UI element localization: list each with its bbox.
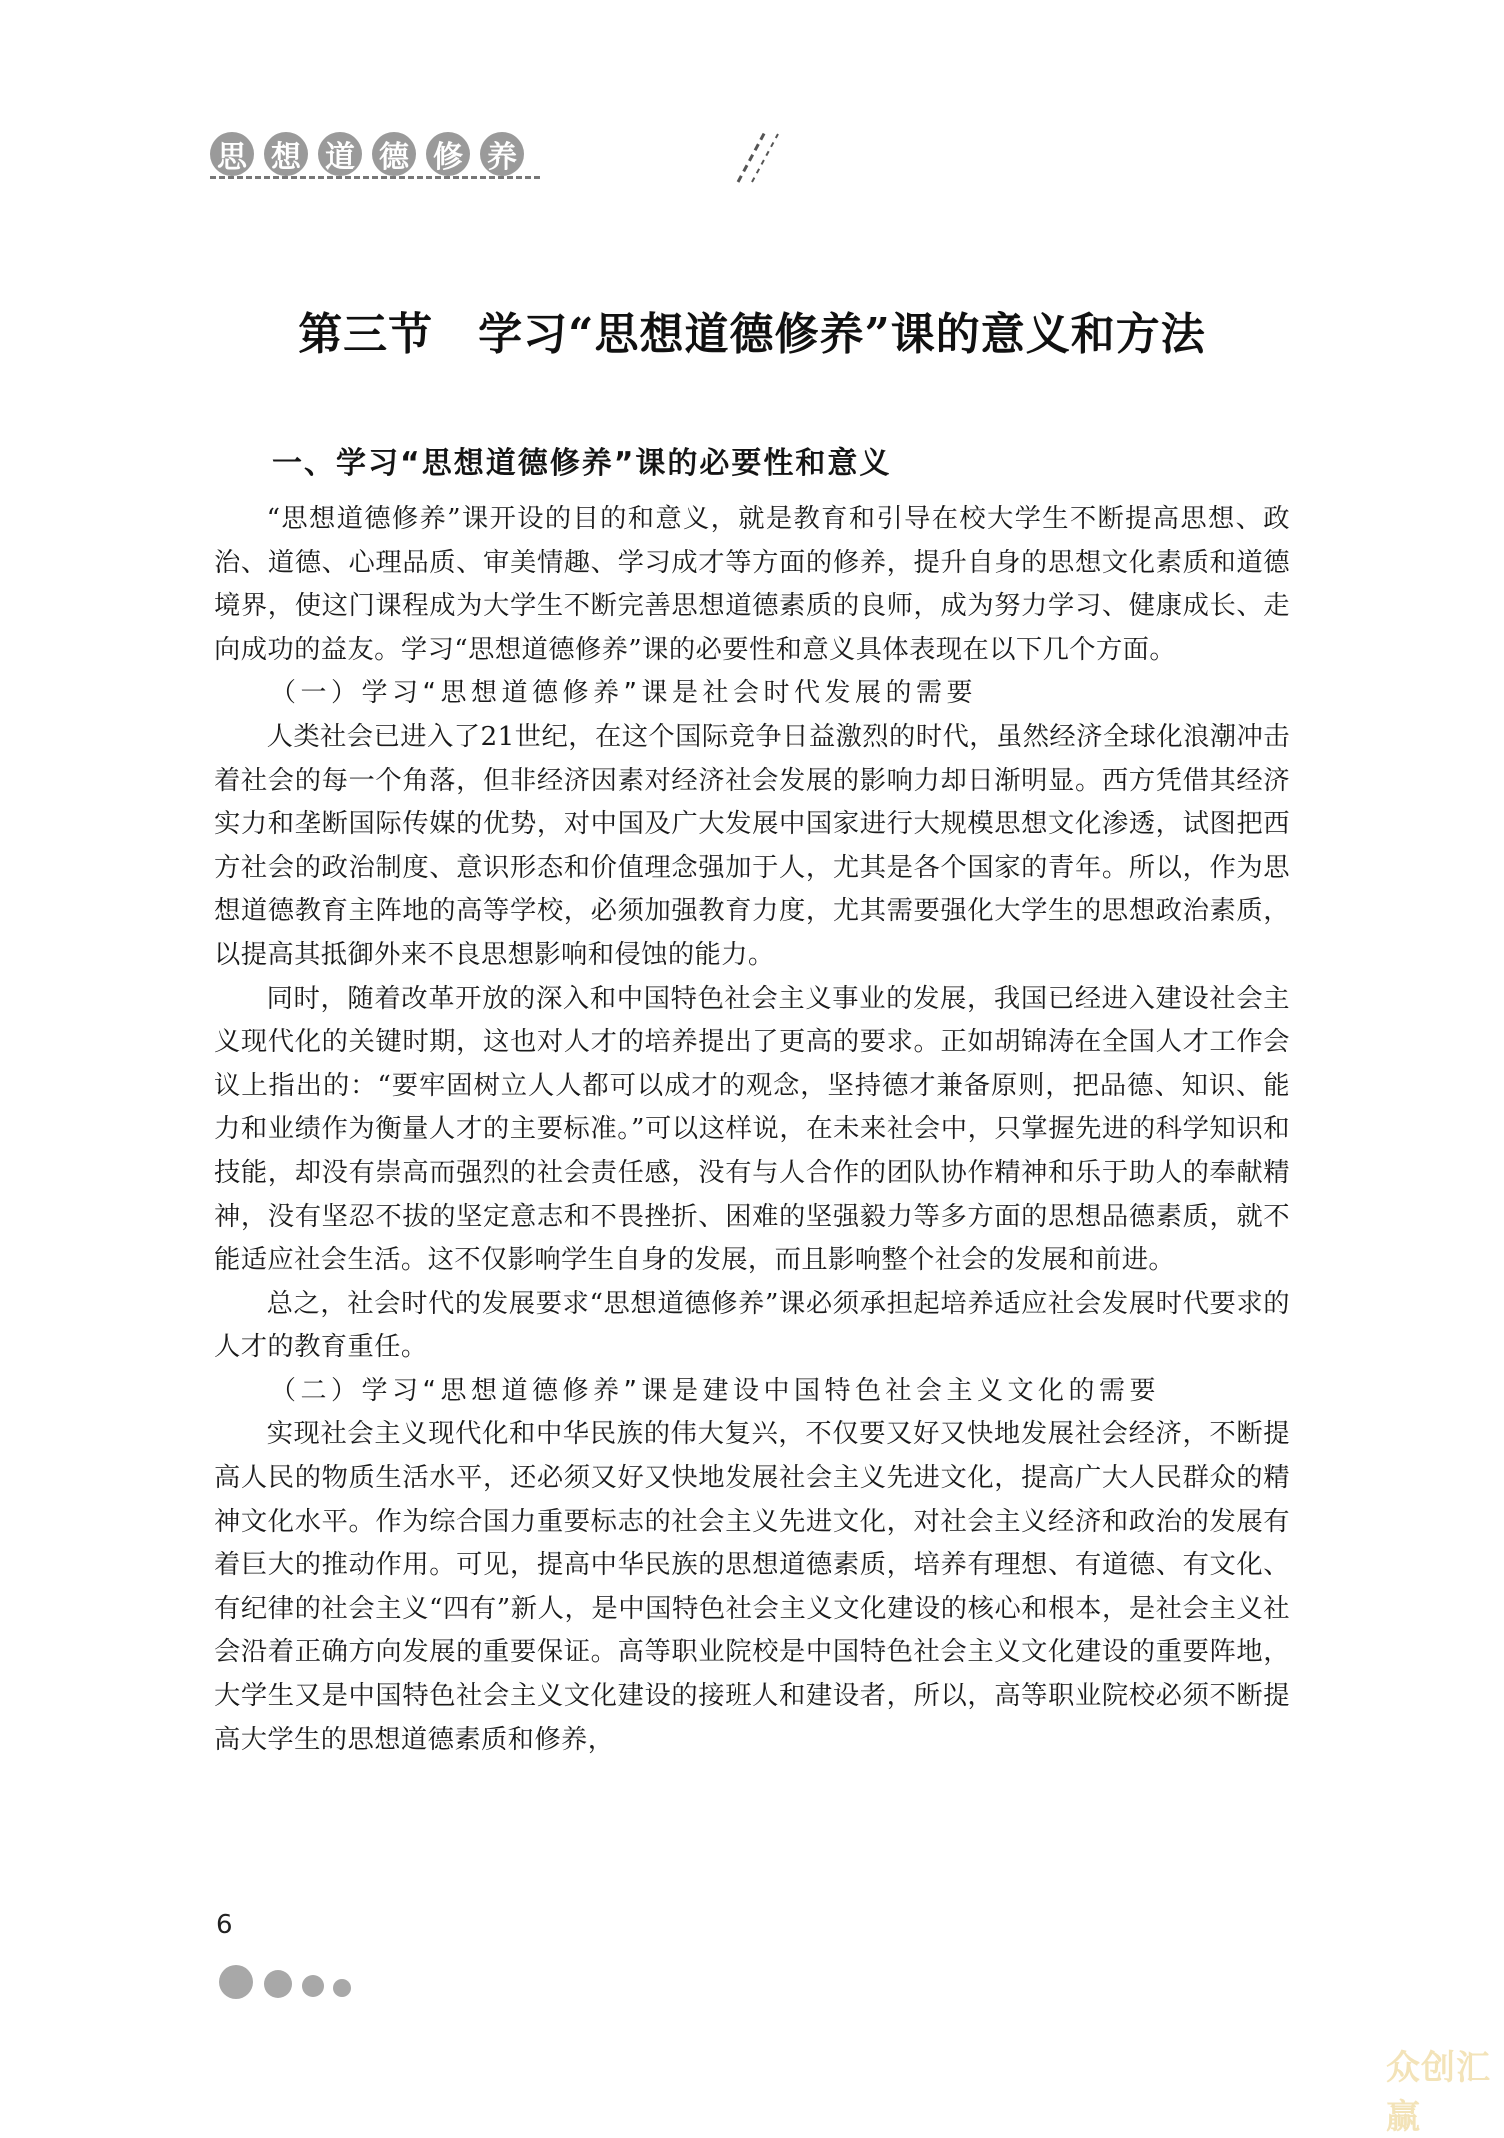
paragraph: “思想道德修养”课开设的目的和意义，就是教育和引导在校大学生不断提高思想、政治、道德、心理品质、审美情趣、学习成才等方面的修养，提升自身的思想文化素质和道德境界，使这门课程成为大学生不断完善思想道德素质的良师，成为努力学习、健康成长、走向成功的益友。学习“思想道德修养”课的必要性和意义具体表现在以下几个方面。 (214, 504, 1290, 665)
watermark-logo: 众创汇赢 (1386, 2048, 1491, 2137)
header-title-chars (210, 132, 524, 176)
header-char: 德 (372, 132, 416, 176)
running-header (210, 124, 524, 184)
header-char: 想 (264, 132, 308, 176)
paragraph: 实现社会主义现代化和中华民族的伟大复兴，不仅要又好又快地发展社会经济，不断提高人民的物质生活水平，还必须又好又快地发展社会主义先进文化，提高广大人民群众的精神文化水平。作为综合国力重要标志的社会主义先进文化，对社会主义经济和政治的发展有着巨大的推动作用。可见，提高中华民族的思想道德素质，培养有理想、有道德、有文化、有纪律的社会主义“四有”新人，是中国特色社会主义文化建设的核心和根本，是社会主义社会沿着正确方向发展的重要保证。高等职业院校是中国特色社会主义文化建设的重要阵地，大学生又是中国特色社会主义文化建设的接班人和建设者，所以，高等职业院校必须不断提高大学生的思想道德素质和修养， (214, 1419, 1290, 1755)
header-char: 修 (426, 132, 470, 176)
paragraph: 同时，随着改革开放的深入和中国特色社会主义事业的发展，我国已经进入建设社会主义现代化的关键时期，这也对人才的培养提出了更高的要求。正如胡锦涛在全国人才工作会议上指出的：“要牢固树立人人都可以成才的观念，坚持德才兼备原则，把品德、知识、能力和业绩作为衡量人才的主要标准。”可以这样说，在未来社会中，只掌握先进的科学知识和技能，却没有崇高而强烈的社会责任感，没有与人合作的团队协作精神和乐于助人的奉献精神，没有坚忍不拔的坚定意志和不畏挫折、困难的坚强毅力等多方面的思想品德素质，就不能适应社会生活。这不仅影响学生自身的发展，而且影响整个社会的发展和前进。 (214, 983, 1290, 1276)
header-char: 道 (318, 132, 362, 176)
section-title: 第三节 学习“思想道德修养”课的意义和方法 (298, 309, 1206, 360)
header-dashed-rule (210, 176, 540, 179)
body-text (214, 498, 1290, 1762)
footer-dots-decoration (214, 1952, 364, 2012)
subsection-title: 一、学习“思想道德修养”课的必要性和意义 (272, 446, 892, 481)
header-char: 思 (210, 132, 254, 176)
header-slash-decoration (730, 126, 780, 186)
paragraph: 人类社会已进入了21世纪，在这个国际竞争日益激烈的时代，虽然经济全球化浪潮冲击着社会的每一个角落，但非经济因素对经济社会发展的影响力却日渐明显。西方凭借其经济实力和垄断国际传媒的优势，对中国及广大发展中国家进行大规模思想文化渗透，试图把西方社会的政治制度、意识形态和价值理念强加于人，尤其是各个国家的青年。所以，作为思想道德教育主阵地的高等学校，必须加强教育力度，尤其需要强化大学生的思想政治素质，以提高其抵御外来不良思想影响和侵蚀的能力。 (214, 721, 1290, 970)
sub-heading: （二）学习“思想道德修养”课是建设中国特色社会主义文化的需要 (270, 1375, 1160, 1406)
header-char: 养 (480, 132, 524, 176)
sub-heading: （一）学习“思想道德修养”课是社会时代发展的需要 (270, 678, 977, 709)
page-number: 6 (216, 1910, 233, 1940)
paragraph: 总之，社会时代的发展要求“思想道德修养”课必须承担起培养适应社会发展时代要求的人才的教育重任。 (214, 1288, 1290, 1363)
